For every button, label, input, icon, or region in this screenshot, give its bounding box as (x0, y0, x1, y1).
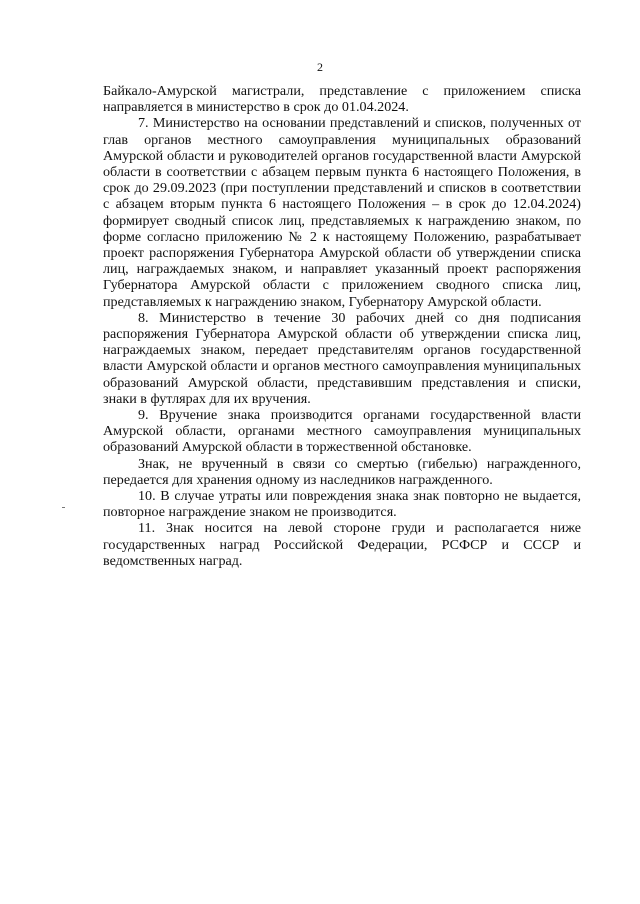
paragraph-item-9-addendum: Знак, не врученный в связи со смертью (гибелью) награжденного, передается для хранения одному из наследников награжденного. (103, 455, 581, 488)
paragraph-item-8: 8. Министерство в течение 30 рабочих дней со дня подписания распоряжения Губернатора Амурской области об утверждении списка лиц, награждаемых знаком, передает представителям органов государственной власти Амурской области и органов местного самоуправления муниципальных образований Амурской области, представившим представления и списки, знаки в футлярах для их вручения. (103, 309, 581, 407)
paragraph-item-11: 11. Знак носится на левой стороне груди и располагается ниже государственных наград Российской Федерации, РСФСР и СССР и ведомственных наград. (103, 520, 581, 569)
paragraph-continuation: Байкало-Амурской магистрали, представление с приложением списка направляется в министерство в срок до 01.04.2024. (103, 83, 581, 116)
paragraph-item-9: 9. Вручение знака производится органами государственной власти Амурской области, органами местного самоуправления муниципальных образований Амурской области в торжественной обстановке. (103, 407, 581, 456)
document-body (103, 83, 581, 569)
paragraph-item-7: 7. Министерство на основании представлений и списков, полученных от глав органов местного самоуправления муниципальных образований Амурской области и руководителей органов государственной власти Амурской области в соответствии с абзацем первым пункта 6 настоящего Положения, в срок до 29.09.2023 (при поступлении представлений и списков в соответствии с абзацем вторым пункта 6 настоящего Положения – в срок до 12.04.2024) формирует сводный список лиц, представляемых к награждению знаком, по форме согласно приложению № 2 к настоящему Положению, разрабатывает проект распоряжения Губернатора Амурской области об утверждении списка лиц, награждаемых знаком, и направляет указанный проект распоряжения Губернатора Амурской области с приложением сводного списка лиц, представляемых к награждению знаком, Губернатору Амурской области. (103, 115, 581, 310)
page-number: 2 (317, 60, 323, 74)
margin-mark (62, 507, 65, 508)
paragraph-item-10: 10. В случае утраты или повреждения знака знак повторно не выдается, повторное награждение знаком не производится. (103, 488, 581, 521)
